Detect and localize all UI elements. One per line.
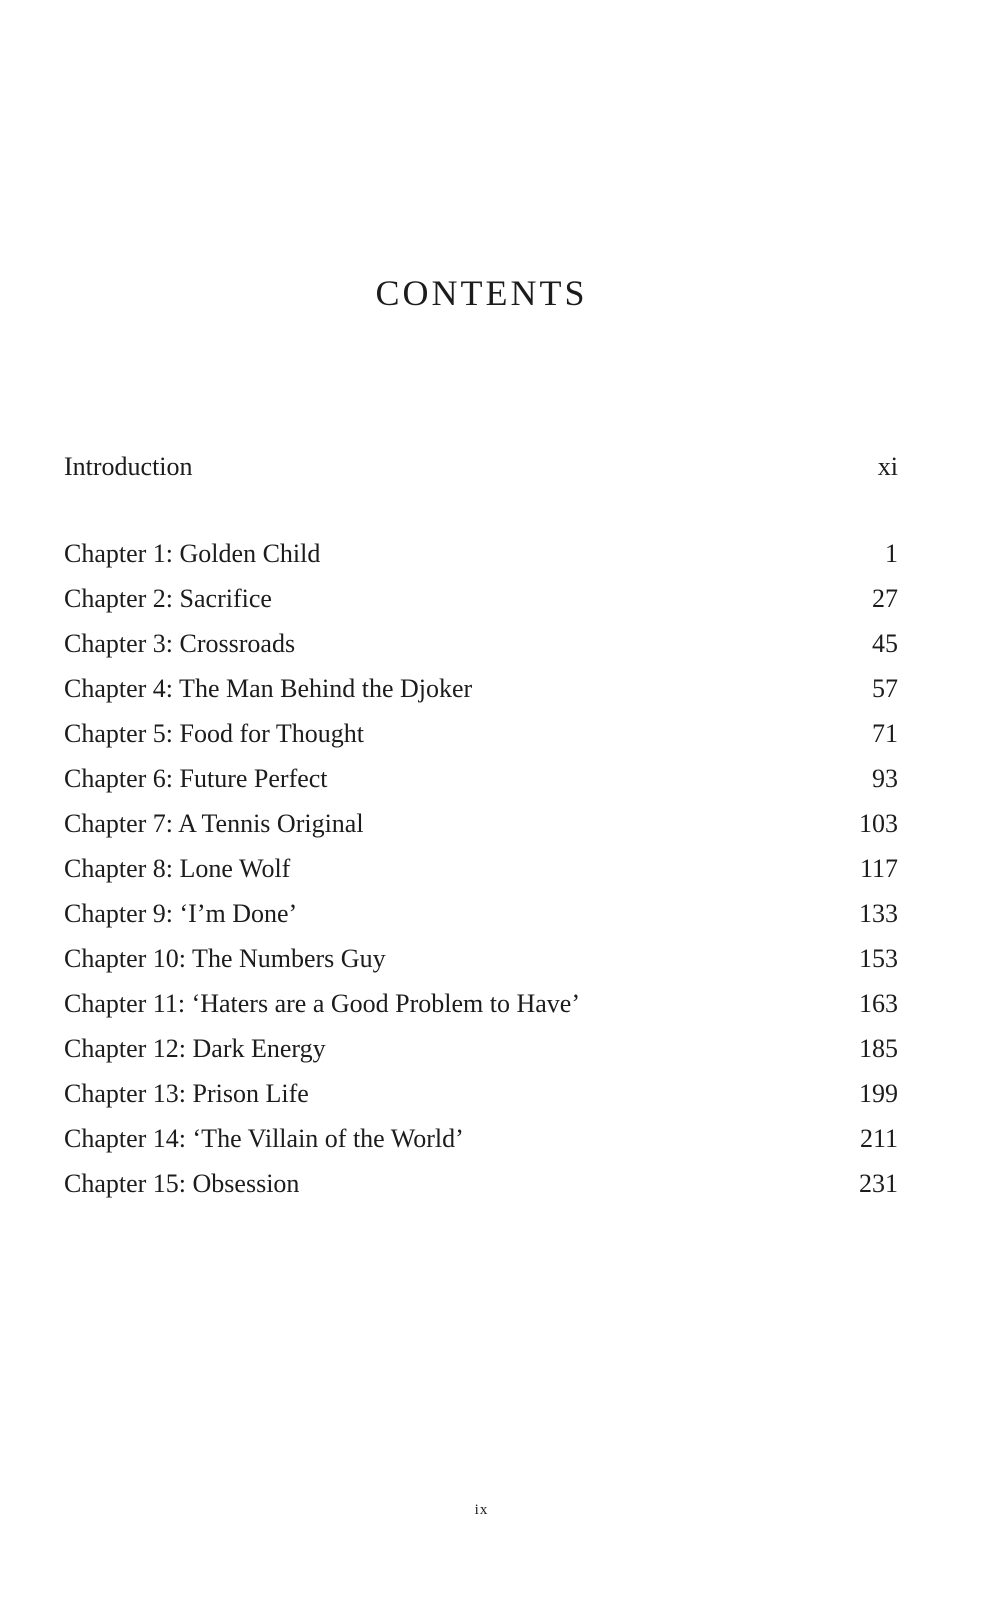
toc-entry-chapter-4	[64, 672, 898, 706]
toc-entry-page: xi	[877, 452, 898, 481]
toc-entry-chapter-2	[64, 582, 898, 616]
toc-entry-page: 153	[859, 944, 898, 973]
toc-entry-page: 163	[859, 989, 898, 1018]
toc-entry-page: 199	[859, 1079, 898, 1108]
toc-entry-title: Chapter 6: Future Perfect	[64, 764, 328, 793]
toc-entry-chapter-8	[64, 852, 898, 886]
toc-entry-chapter-3	[64, 627, 898, 661]
toc-entry-title: Chapter 15: Obsession	[64, 1169, 300, 1198]
toc-entry-page: 1	[885, 539, 898, 568]
toc-entry-chapter-9	[64, 897, 898, 931]
toc-entry-chapter-10	[64, 942, 898, 976]
toc-entry-title: Chapter 10: The Numbers Guy	[64, 944, 386, 973]
toc-entry-title: Chapter 4: The Man Behind the Djoker	[64, 674, 473, 703]
toc-entry-title: Chapter 11: ‘Haters are a Good Problem to Have’	[64, 989, 580, 1018]
toc-entry-title: Chapter 13: Prison Life	[64, 1079, 309, 1108]
toc-entry-title: Chapter 1: Golden Child	[64, 539, 321, 568]
toc-entry-page: 117	[859, 854, 898, 883]
toc-entry-title: Chapter 7: A Tennis Original	[64, 809, 364, 838]
toc-entry-page: 231	[859, 1169, 898, 1198]
toc-entry-page: 103	[859, 809, 898, 838]
toc-entry-page: 185	[859, 1034, 898, 1063]
toc-entry-page: 45	[872, 629, 898, 658]
toc-entry-page: 57	[872, 674, 898, 703]
toc-entry-chapter-7	[64, 807, 898, 841]
toc-entry-chapter-12	[64, 1032, 898, 1066]
toc-entry-chapter-5	[64, 717, 898, 751]
toc-entry-title: Chapter 9: ‘I’m Done’	[64, 899, 298, 928]
toc-entry-page: 93	[872, 764, 898, 793]
toc-entry-title: Chapter 5: Food for Thought	[64, 719, 364, 748]
toc-entry-page: 211	[859, 1124, 898, 1153]
toc-entry-title: Introduction	[64, 452, 193, 481]
toc-entry-chapter-1	[64, 537, 898, 571]
toc-entry-title: Chapter 2: Sacrifice	[64, 584, 272, 613]
toc-entry-chapter-13	[64, 1077, 898, 1111]
page-number: ix	[474, 1502, 489, 1518]
toc-entry-introduction	[64, 450, 898, 484]
toc-entry-chapter-11	[64, 987, 898, 1021]
toc-entry-page: 71	[872, 719, 898, 748]
toc-entry-chapter-6	[64, 762, 898, 796]
toc-entry-page: 133	[859, 899, 898, 928]
toc-entry-title: Chapter 12: Dark Energy	[64, 1034, 326, 1063]
page-title: CONTENTS	[375, 273, 588, 313]
toc-entry-chapter-15	[64, 1167, 898, 1201]
toc-entry-chapter-14	[64, 1122, 898, 1156]
toc-entry-title: Chapter 8: Lone Wolf	[64, 854, 291, 883]
toc-entry-title: Chapter 14: ‘The Villain of the World’	[64, 1124, 464, 1153]
toc-entry-title: Chapter 3: Crossroads	[64, 629, 296, 658]
toc-entry-page: 27	[872, 584, 898, 613]
